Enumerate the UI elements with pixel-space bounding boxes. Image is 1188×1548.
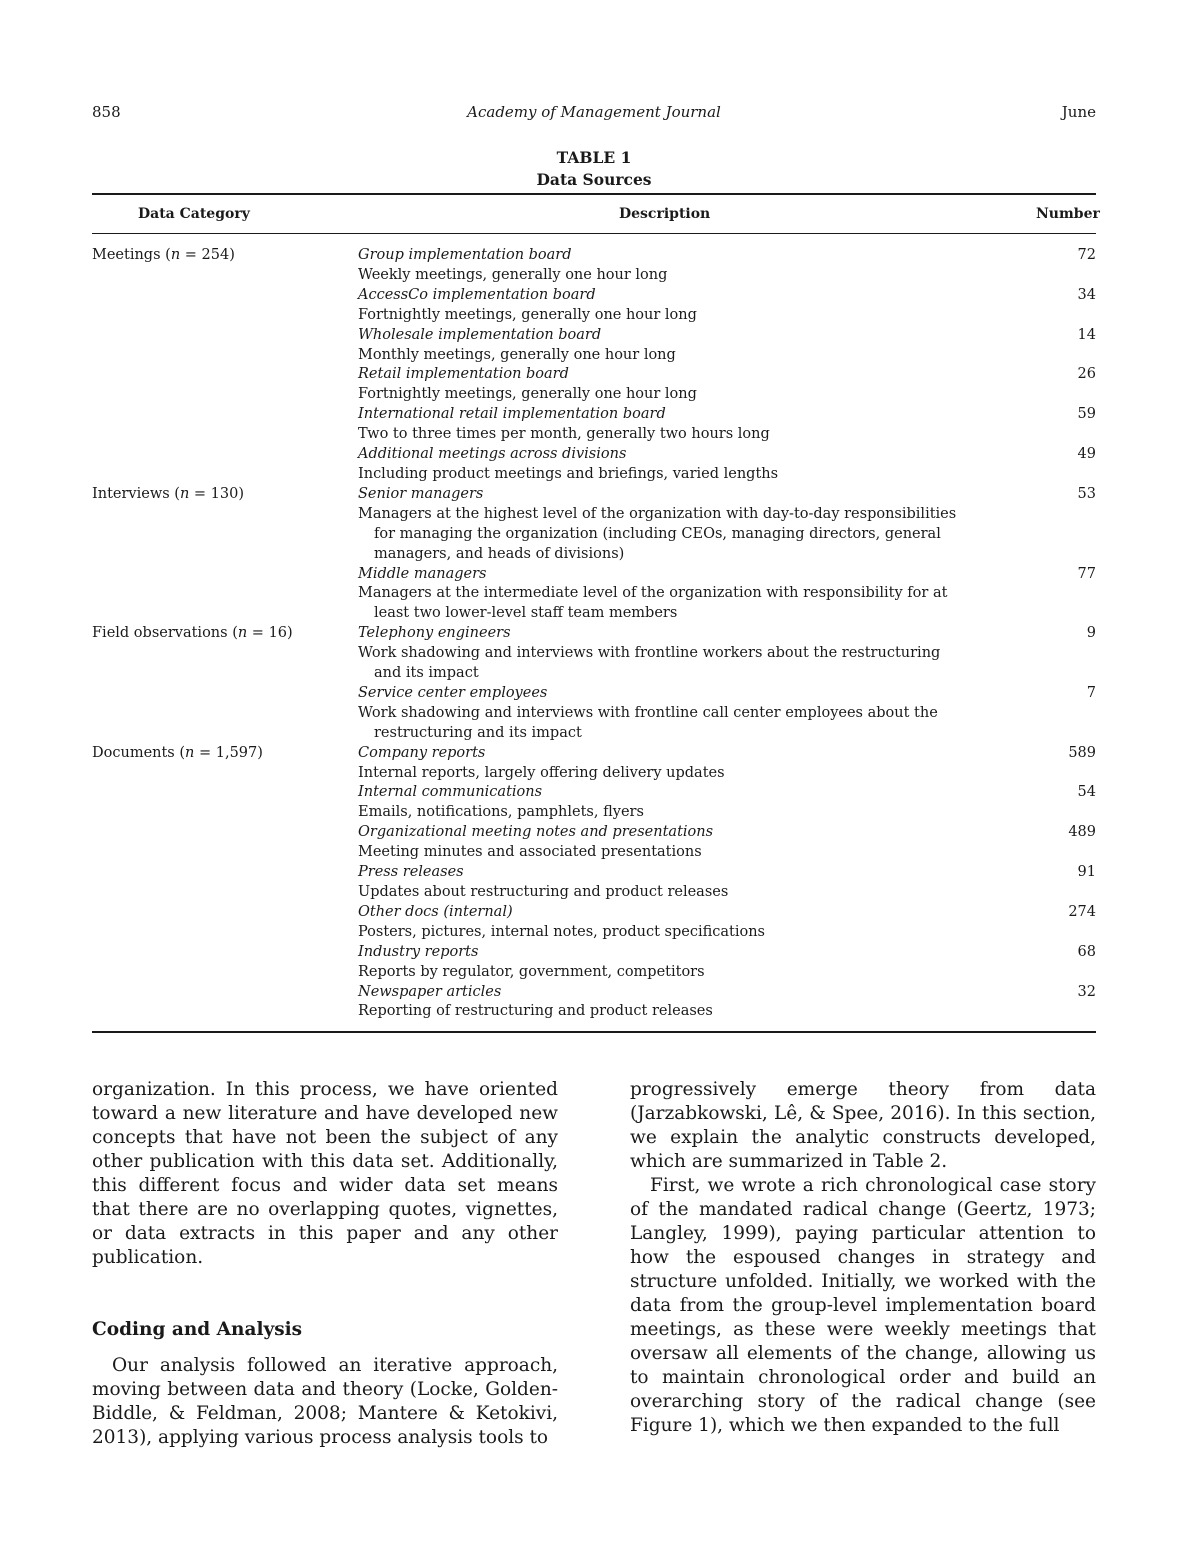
source-title: Service center employees xyxy=(358,684,548,701)
category-name: Documents ( xyxy=(92,744,186,761)
source-description: Posters, pictures, internal notes, product specifications xyxy=(358,923,765,940)
table-top-rule xyxy=(92,193,1096,195)
source-title: Group implementation board xyxy=(358,247,572,263)
source-number: 34 xyxy=(1077,286,1096,303)
table-row xyxy=(358,823,1096,863)
table-row xyxy=(358,246,1096,286)
table-group xyxy=(92,485,1096,624)
category-count: = 1,597) xyxy=(194,744,263,761)
body-paragraph: First, we wrote a rich chronological case story of the mandated radical change (Geertz, 1973; Langley, 1999), paying particular attention to how the espoused changes in strategy and structure unfolded. Initially, we worked with the data from the group-level implementation board meetings, as these were weekly meetings that oversaw all elements of the change, allowing us to maintain chronological order and build an overarching story of the radical change (see Figure 1), which we then expanded to the full xyxy=(630,1175,1096,1436)
table-row xyxy=(358,565,1096,625)
column-header-category: Data Category xyxy=(138,206,250,222)
body-paragraph: organization. In this process, we have oriented toward a new literature and have developed new concepts that have not been the subject of any other publication with this data set. Additionally, this different focus and wider data set means that there are no overlapping quotes, vignettes, or data extracts in this paper and any other publication. xyxy=(92,1079,558,1268)
source-number: 77 xyxy=(1077,565,1096,582)
source-title: AccessCo implementation board xyxy=(358,286,596,303)
source-title: Organizational meeting notes and presentations xyxy=(358,824,714,841)
source-number: 91 xyxy=(1077,864,1096,881)
category-label xyxy=(92,485,244,505)
category-n-symbol: n xyxy=(237,625,248,642)
column-header-number: Number xyxy=(1036,206,1100,222)
source-title: Internal communications xyxy=(358,784,543,801)
table-row xyxy=(358,863,1096,903)
source-title: Wholesale implementation board xyxy=(358,326,602,343)
source-description: Including product meetings and briefings, varied lengths xyxy=(358,465,779,482)
category-count: = 130) xyxy=(189,485,244,502)
journal-title: Academy of Management Journal xyxy=(467,103,721,121)
table-row xyxy=(358,405,1096,445)
table-row xyxy=(358,684,1096,744)
column-header-description: Description xyxy=(619,206,711,222)
table-row xyxy=(358,326,1096,366)
source-number: 589 xyxy=(1068,744,1096,761)
table-label: TABLE 1 xyxy=(556,148,632,167)
source-number: 32 xyxy=(1077,983,1096,1000)
source-title: Industry reports xyxy=(358,943,479,960)
table-row xyxy=(358,744,1096,784)
table-body xyxy=(92,246,1096,1022)
source-description: Updates about restructuring and product releases xyxy=(358,884,729,900)
table-row xyxy=(358,624,1096,684)
category-name: Interviews ( xyxy=(92,485,180,502)
source-number: 489 xyxy=(1068,824,1096,841)
source-description: Managers at the intermediate level of the organization with responsibility for at least two lower-level staff team members xyxy=(358,585,948,622)
table-row xyxy=(358,286,1096,326)
source-description: Work shadowing and interviews with frontline workers about the restructuring and its impact xyxy=(358,645,941,682)
source-number: 68 xyxy=(1077,943,1096,960)
source-number: 72 xyxy=(1077,247,1096,263)
source-description: Fortnightly meetings, generally one hour long xyxy=(358,386,697,403)
table-row xyxy=(358,485,1096,565)
category-n-symbol: n xyxy=(185,744,195,761)
source-description: Monthly meetings, generally one hour long xyxy=(358,346,676,363)
category-label xyxy=(92,246,235,266)
source-title: Telephony engineers xyxy=(358,625,511,642)
category-name: Meetings ( xyxy=(92,247,171,263)
source-number: 274 xyxy=(1068,903,1096,920)
source-description: Work shadowing and interviews with frontline call center employees about the restructuring and its impact xyxy=(358,704,938,741)
issue-month: June xyxy=(1061,103,1096,121)
body-paragraph: progressively emerge theory from data (Jarzabkowski, Lê, & Spee, 2016). In this section, we explain the analytic constructs developed, which are summarized in Table 2. xyxy=(630,1079,1096,1172)
source-title: Company reports xyxy=(358,744,486,761)
table-group xyxy=(92,624,1096,743)
category-count: = 254) xyxy=(180,247,235,263)
table-row xyxy=(358,445,1096,485)
source-number: 26 xyxy=(1077,366,1096,383)
section-heading: Coding and Analysis xyxy=(92,1319,303,1340)
source-description: Two to three times per month, generally two hours long xyxy=(358,426,770,443)
source-number: 14 xyxy=(1077,326,1096,343)
source-description: Emails, notifications, pamphlets, flyers xyxy=(358,804,644,821)
table-header-rule xyxy=(92,233,1096,234)
category-count: = 16) xyxy=(247,625,293,642)
source-description: Internal reports, largely offering delivery updates xyxy=(358,764,725,781)
body-column-left xyxy=(92,1078,558,1450)
category-name: Field observations ( xyxy=(92,625,238,642)
table-row xyxy=(358,983,1096,1023)
body-paragraph: Our analysis followed an iterative approach, moving between data and theory (Locke, Golden-Biddle, & Feldman, 2008; Mantere & Ketokivi, 2013), applying various process analysis tools to xyxy=(92,1355,558,1448)
table-group xyxy=(92,246,1096,485)
table-row xyxy=(358,943,1096,983)
source-title: International retail implementation board xyxy=(358,406,666,423)
page-number: 858 xyxy=(92,103,121,121)
source-description: Fortnightly meetings, generally one hour long xyxy=(358,306,697,323)
running-header xyxy=(92,103,1096,123)
source-number: 49 xyxy=(1077,446,1096,463)
body-column-right xyxy=(630,1078,1096,1438)
source-number: 9 xyxy=(1086,625,1096,642)
category-n-symbol: n xyxy=(170,247,181,263)
source-title: Other docs (internal) xyxy=(358,903,513,920)
source-number: 54 xyxy=(1077,784,1096,801)
source-title: Newspaper articles xyxy=(358,983,502,1000)
source-number: 53 xyxy=(1077,485,1096,502)
source-description: Reporting of restructuring and product releases xyxy=(358,1003,713,1020)
category-label xyxy=(92,624,293,644)
category-label xyxy=(92,744,263,764)
table-bottom-rule xyxy=(92,1031,1096,1033)
source-title: Middle managers xyxy=(358,565,487,582)
source-description: Reports by regulator, government, competitors xyxy=(358,963,705,980)
source-description: Managers at the highest level of the organization with day-to-day responsibilities for managing the organization (including CEOs, managing directors, general managers, and heads of divisions) xyxy=(358,505,957,562)
source-title: Press releases xyxy=(358,864,464,881)
category-n-symbol: n xyxy=(179,485,190,502)
source-number: 7 xyxy=(1086,684,1096,701)
source-number: 59 xyxy=(1077,406,1096,423)
table-row xyxy=(358,365,1096,405)
source-description: Weekly meetings, generally one hour long xyxy=(358,266,668,283)
table-group xyxy=(92,744,1096,1023)
source-title: Additional meetings across divisions xyxy=(358,446,627,463)
source-title: Senior managers xyxy=(358,485,484,502)
table-row xyxy=(358,783,1096,823)
table-row xyxy=(358,903,1096,943)
source-description: Meeting minutes and associated presentations xyxy=(358,844,702,861)
source-title: Retail implementation board xyxy=(358,366,569,383)
table-title: Data Sources xyxy=(536,170,652,189)
